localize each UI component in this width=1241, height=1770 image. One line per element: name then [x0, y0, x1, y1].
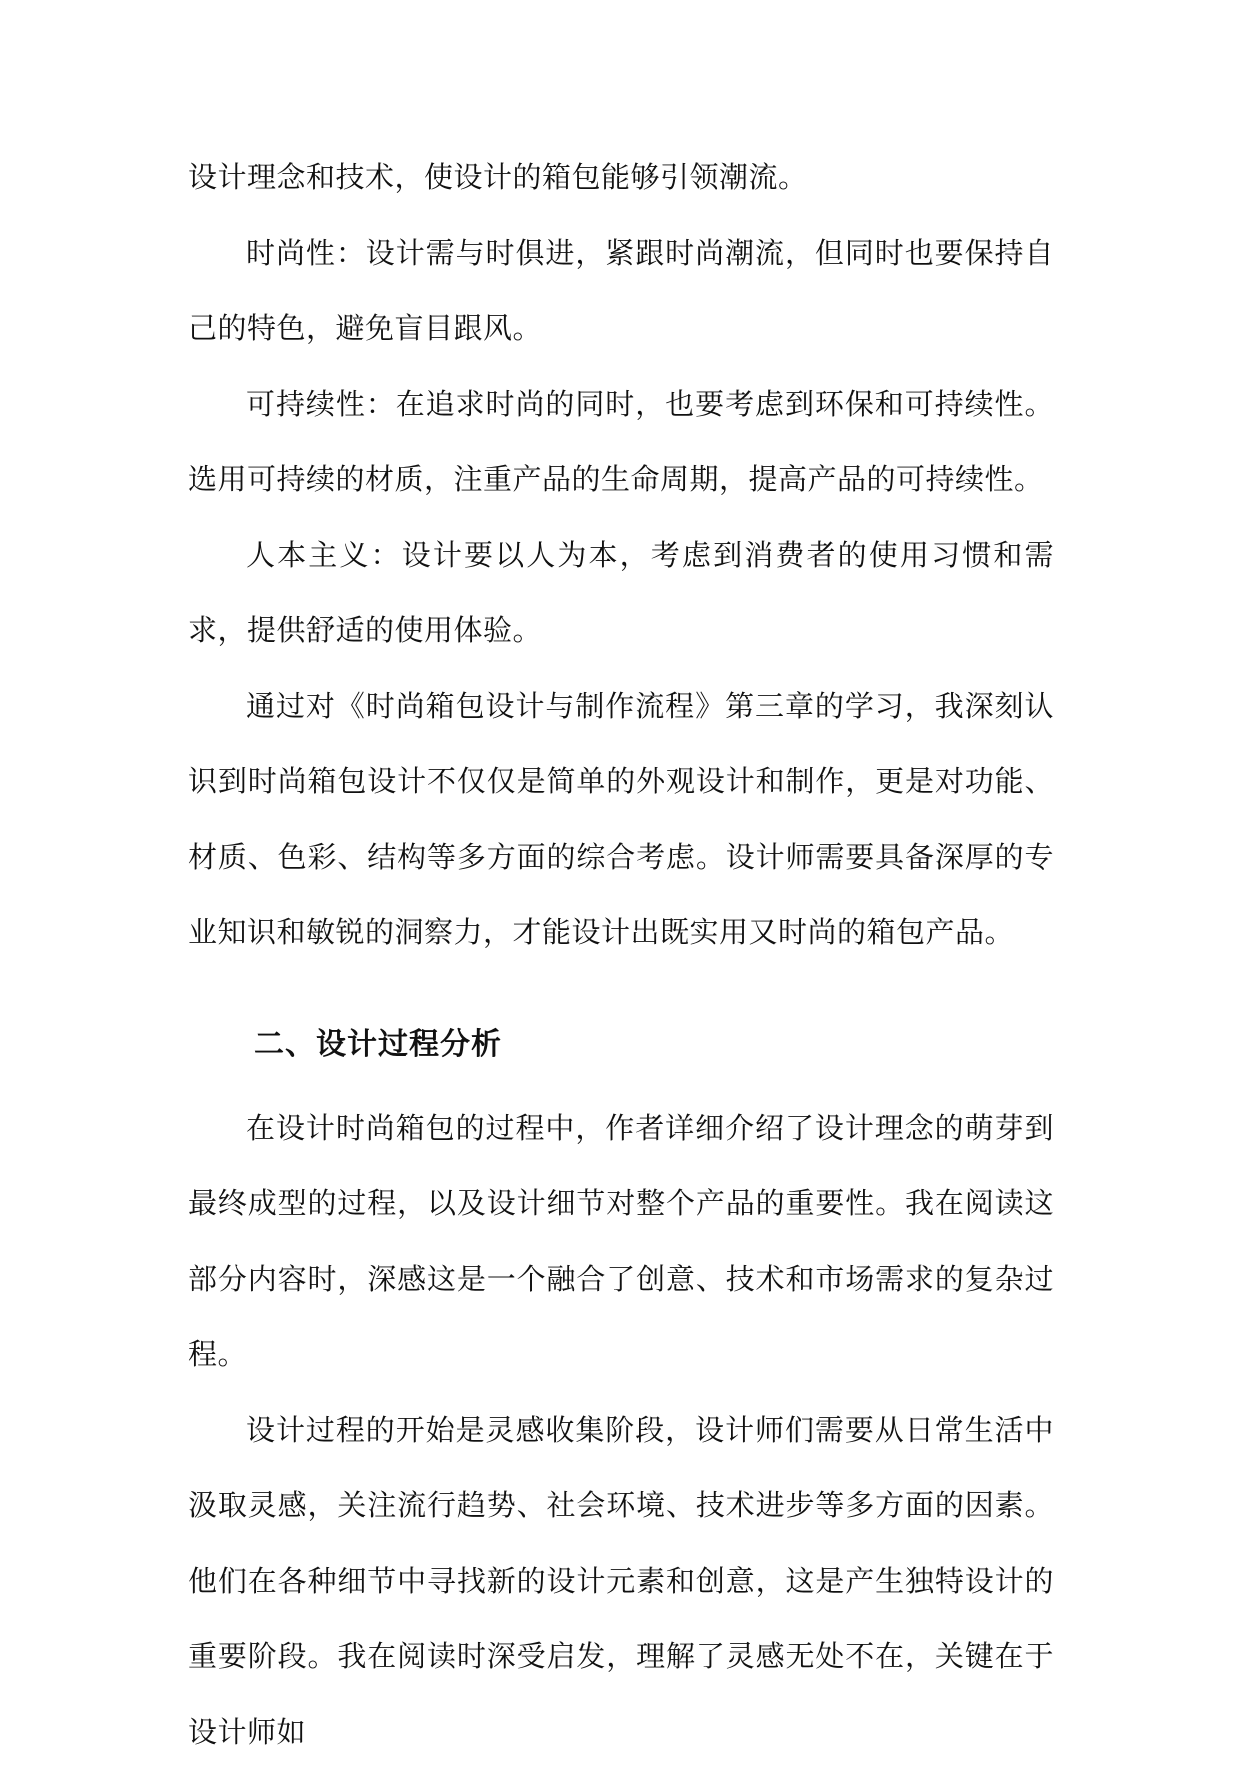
paragraph-chapter-three-summary: 通过对《时尚箱包设计与制作流程》第三章的学习，我深刻认识到时尚箱包设计不仅仅是简单的外观设计和制作，更是对功能、材质、色彩、结构等多方面的综合考虑。设计师需要具备深厚的专业知识和敏锐的洞察力，才能设计出既实用又时尚的箱包产品。 [188, 669, 1054, 971]
section-heading-design-process: 二、设计过程分析 [188, 971, 1054, 1091]
paragraph-design-process-intro: 在设计时尚箱包的过程中，作者详细介绍了设计理念的萌芽到最终成型的过程，以及设计细节对整个产品的重要性。我在阅读这部分内容时，深感这是一个融合了创意、技术和市场需求的复杂过程。 [188, 1091, 1054, 1393]
paragraph-inspiration-stage: 设计过程的开始是灵感收集阶段，设计师们需要从日常生活中汲取灵感，关注流行趋势、社会环境、技术进步等多方面的因素。他们在各种细节中寻找新的设计元素和创意，这是产生独特设计的重要阶段。我在阅读时深受启发，理解了灵感无处不在，关键在于设计师如 [188, 1393, 1054, 1770]
paragraph-sustainability: 可持续性：在追求时尚的同时，也要考虑到环保和可持续性。选用可持续的材质，注重产品的生命周期，提高产品的可持续性。 [188, 367, 1054, 518]
paragraph-design-concept-continued: 设计理念和技术，使设计的箱包能够引领潮流。 [188, 140, 1054, 216]
paragraph-fashionability: 时尚性：设计需与时俱进，紧跟时尚潮流，但同时也要保持自己的特色，避免盲目跟风。 [188, 216, 1054, 367]
document-body [188, 140, 1054, 1770]
paragraph-humanism: 人本主义：设计要以人为本，考虑到消费者的使用习惯和需求，提供舒适的使用体验。 [188, 518, 1054, 669]
